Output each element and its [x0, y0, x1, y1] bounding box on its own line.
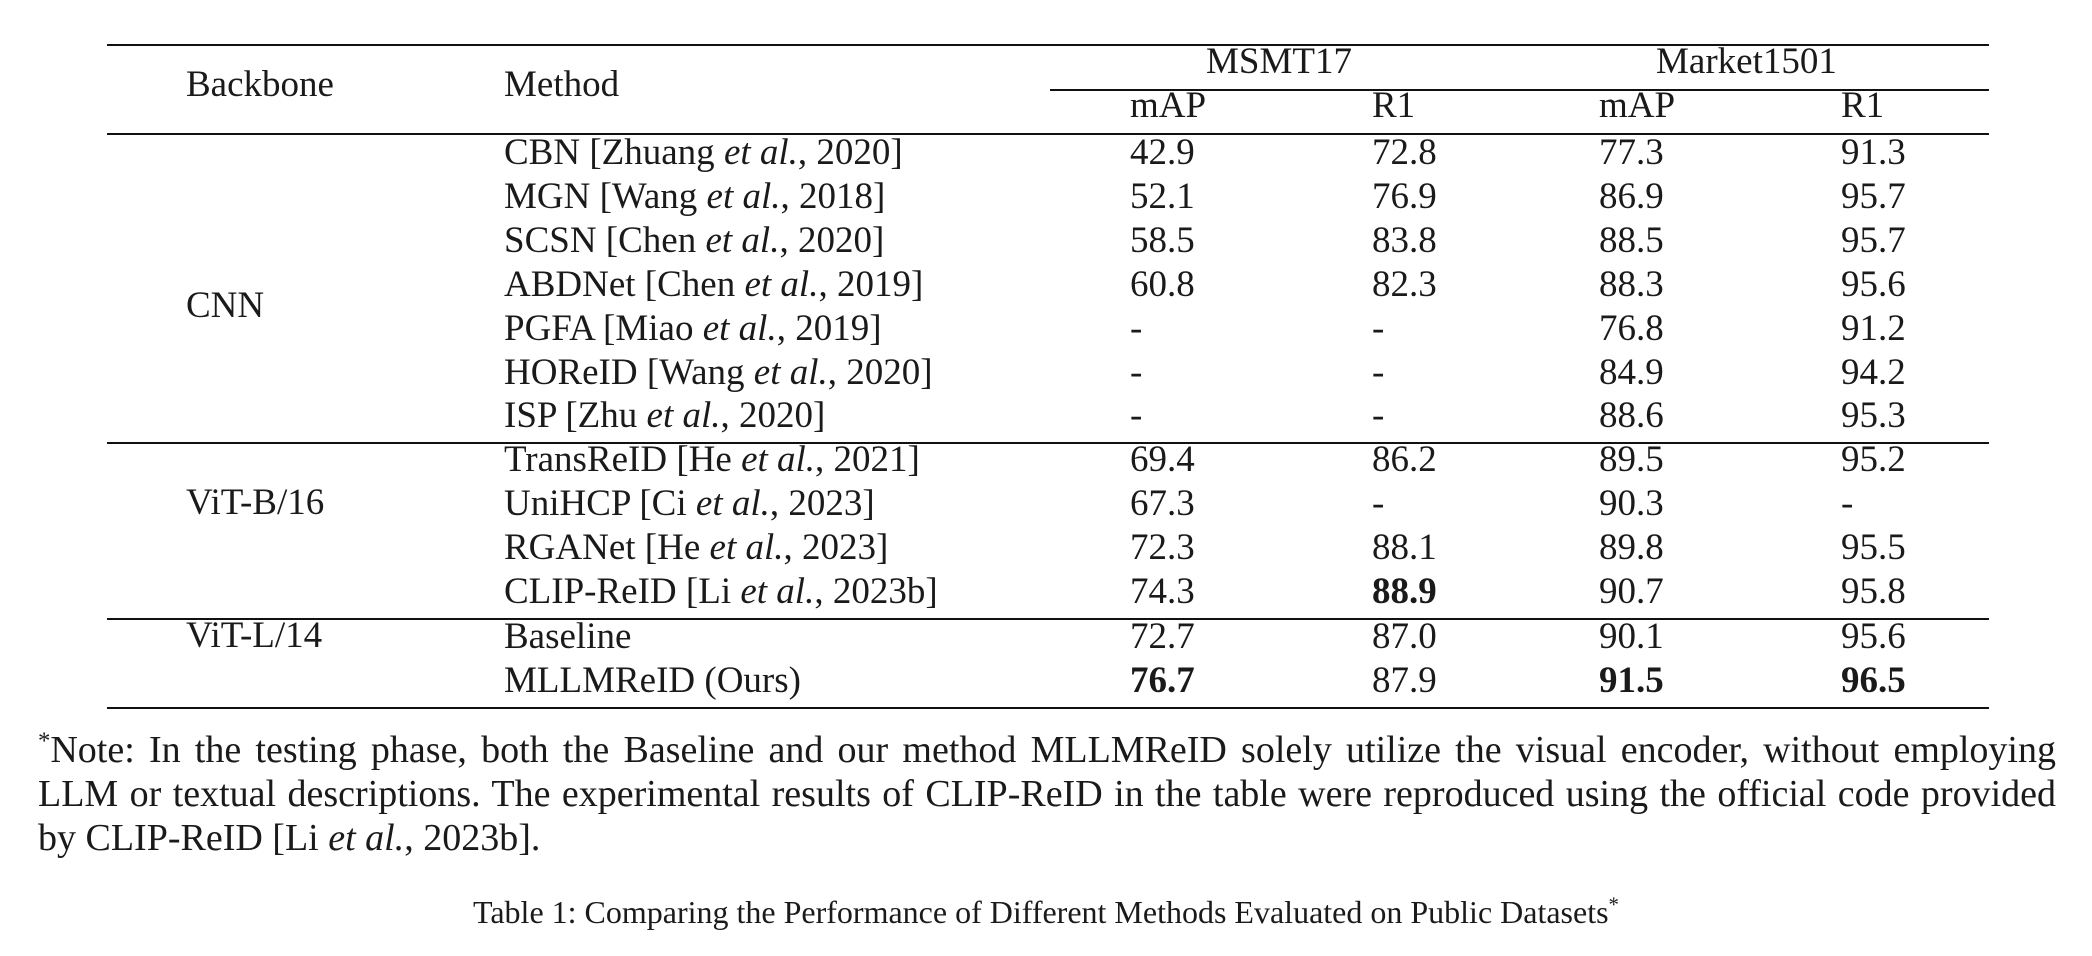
cell-msmt-map: 58.5 — [1130, 219, 1195, 261]
cell-mk-r1: - — [1841, 483, 1854, 525]
cell-msmt-r1: 87.9 — [1372, 659, 1437, 701]
method-name — [504, 394, 825, 438]
method-name-text: ABDNet [Chen — [504, 263, 745, 305]
header-market1501: Market1501 — [1656, 41, 1837, 82]
method-name-text: ISP [Zhu — [504, 395, 647, 437]
method-name-text: RGANet [He — [504, 527, 710, 569]
group2-bottom-rule — [107, 618, 1989, 620]
method-citation-etal: et al. — [744, 263, 819, 305]
cell-msmt-r1: - — [1372, 351, 1385, 393]
cell-mk-map: 76.8 — [1599, 307, 1664, 349]
header-msmt-map: mAP — [1130, 85, 1207, 126]
header-backbone: Backbone — [186, 64, 334, 105]
cell-mk-r1: 95.7 — [1841, 175, 1906, 217]
cell-msmt-r1: - — [1372, 395, 1385, 437]
method-name — [504, 263, 923, 307]
cell-mk-r1: 91.2 — [1841, 307, 1906, 349]
table-caption — [0, 892, 2092, 932]
cell-mk-map: 88.5 — [1599, 219, 1664, 261]
cell-mk-r1: 95.6 — [1841, 615, 1906, 657]
backbone-label: ViT-B/16 — [186, 482, 325, 523]
caption-marker: * — [1608, 893, 1619, 917]
cell-mk-map: 89.5 — [1599, 439, 1664, 481]
cell-msmt-r1: 82.3 — [1372, 263, 1437, 305]
method-name-text: CLIP-ReID [Li — [504, 571, 741, 612]
method-name-text: TransReID [He — [504, 439, 742, 481]
method-citation-etal: et al. — [709, 527, 784, 569]
cell-mk-r1: 95.6 — [1841, 263, 1906, 305]
cell-msmt-map: - — [1130, 307, 1143, 349]
method-citation-etal: et al. — [702, 307, 777, 349]
method-citation-etal: et al. — [646, 395, 721, 437]
method-citation-year: , 2018] — [780, 175, 886, 217]
cell-msmt-map: 42.9 — [1130, 132, 1195, 173]
cell-mk-map: 88.6 — [1599, 395, 1664, 437]
method-citation-etal: et al. — [706, 175, 781, 217]
cell-mk-map: 91.5 — [1599, 659, 1664, 701]
cell-mk-map: 88.3 — [1599, 263, 1664, 305]
method-citation-year: , 2020] — [720, 395, 826, 437]
method-citation-etal: et al. — [741, 439, 816, 481]
cell-msmt-map: 52.1 — [1130, 175, 1195, 217]
cell-mk-r1: 91.3 — [1841, 132, 1906, 173]
cell-msmt-map: - — [1130, 395, 1143, 437]
cell-msmt-map: 76.7 — [1130, 659, 1195, 701]
method-citation-year: , 2021] — [815, 439, 920, 481]
header-method: Method — [504, 64, 620, 105]
method-citation-etal: et al. — [695, 483, 770, 525]
cell-mk-map: 86.9 — [1599, 175, 1664, 217]
method-citation-etal: et al. — [705, 219, 780, 261]
cell-mk-r1: 95.3 — [1841, 395, 1906, 437]
cell-msmt-map: 60.8 — [1130, 263, 1195, 305]
backbone-label: CNN — [186, 285, 265, 326]
method-name-text: HOReID [Wang — [504, 351, 754, 393]
method-citation-year: , 2019] — [818, 263, 924, 305]
cell-msmt-r1: 76.9 — [1372, 175, 1437, 217]
method-name — [504, 307, 882, 351]
backbone-label: ViT-L/14 — [186, 615, 323, 656]
method-name — [504, 615, 631, 659]
caption-text: Table 1: Comparing the Performance of Different Methods Evaluated on Public Datasets — [473, 894, 1609, 930]
method-citation-etal: et al. — [740, 571, 815, 612]
note-text: Note: In the testing phase, both the Baseline and our method MLLMReID solely utilize the visual encoder, without employing LLM or textual descriptions. The experimental results of CLIP-ReID in the table were reproduced using the official code provided by CLIP-ReID [Li — [38, 729, 2056, 859]
cell-msmt-r1: 72.8 — [1372, 132, 1437, 173]
method-name-text: PGFA [Miao — [504, 307, 703, 349]
bottom-rule — [107, 707, 1989, 709]
note-marker: * — [38, 727, 51, 755]
cell-msmt-r1: 88.1 — [1372, 527, 1437, 569]
cell-msmt-map: 72.3 — [1130, 527, 1195, 569]
cell-mk-map: 89.8 — [1599, 527, 1664, 569]
header-market-map: mAP — [1599, 85, 1676, 126]
method-name-text: CBN [Zhuang — [504, 132, 724, 173]
note-text-end: , 2023b]. — [404, 817, 541, 859]
cell-msmt-r1: 88.9 — [1372, 571, 1437, 612]
cell-msmt-r1: 83.8 — [1372, 219, 1437, 261]
cell-mk-map: 84.9 — [1599, 351, 1664, 393]
header-msmt17: MSMT17 — [1206, 41, 1352, 82]
method-citation-year: , 2020] — [779, 219, 885, 261]
method-name-text: SCSN [Chen — [504, 219, 706, 261]
method-name — [504, 570, 938, 614]
cell-msmt-r1: 86.2 — [1372, 439, 1437, 481]
cell-mk-map: 90.1 — [1599, 615, 1664, 657]
method-name-text: Baseline — [504, 615, 632, 657]
cell-mk-r1: 96.5 — [1841, 659, 1906, 701]
method-name — [504, 131, 903, 175]
header-market-r1: R1 — [1841, 85, 1885, 126]
header-msmt-r1: R1 — [1372, 85, 1416, 126]
cell-mk-map: 77.3 — [1599, 132, 1664, 173]
method-citation-year: , 2023b] — [814, 571, 938, 612]
table-note — [38, 728, 2056, 860]
cell-mk-r1: 95.5 — [1841, 527, 1906, 569]
cell-mk-r1: 95.7 — [1841, 219, 1906, 261]
method-citation-year: , 2023] — [769, 483, 875, 525]
cell-mk-r1: 95.2 — [1841, 439, 1906, 481]
method-citation-year: , 2020] — [827, 351, 933, 393]
header-bottom-rule — [107, 133, 1989, 135]
method-name — [504, 526, 888, 570]
note-italic: et al. — [328, 817, 405, 859]
cell-mk-r1: 95.8 — [1841, 571, 1906, 612]
method-name — [504, 351, 933, 395]
group1-bottom-rule — [107, 442, 1989, 444]
cell-msmt-r1: 87.0 — [1372, 615, 1437, 657]
cell-msmt-r1: - — [1372, 483, 1385, 525]
cell-msmt-map: 69.4 — [1130, 439, 1195, 481]
method-name — [504, 482, 875, 526]
method-citation-etal: et al. — [723, 132, 798, 173]
method-name-text: MLLMReID (Ours) — [504, 659, 801, 701]
method-name-text: UniHCP [Ci — [504, 483, 696, 525]
cell-msmt-map: 72.7 — [1130, 615, 1195, 657]
cell-mk-map: 90.7 — [1599, 571, 1664, 612]
cell-mk-r1: 94.2 — [1841, 351, 1906, 393]
method-name — [504, 659, 801, 703]
cell-msmt-map: 67.3 — [1130, 483, 1195, 525]
cell-mk-map: 90.3 — [1599, 483, 1664, 525]
method-name — [504, 219, 884, 263]
method-name-text: MGN [Wang — [504, 175, 707, 217]
method-citation-year: , 2020] — [797, 132, 903, 173]
cell-msmt-map: 74.3 — [1130, 571, 1195, 612]
method-citation-etal: et al. — [753, 351, 828, 393]
method-name — [504, 175, 885, 219]
method-name — [504, 438, 920, 482]
cell-msmt-map: - — [1130, 351, 1143, 393]
method-citation-year: , 2019] — [776, 307, 882, 349]
method-citation-year: , 2023] — [783, 527, 889, 569]
cell-msmt-r1: - — [1372, 307, 1385, 349]
